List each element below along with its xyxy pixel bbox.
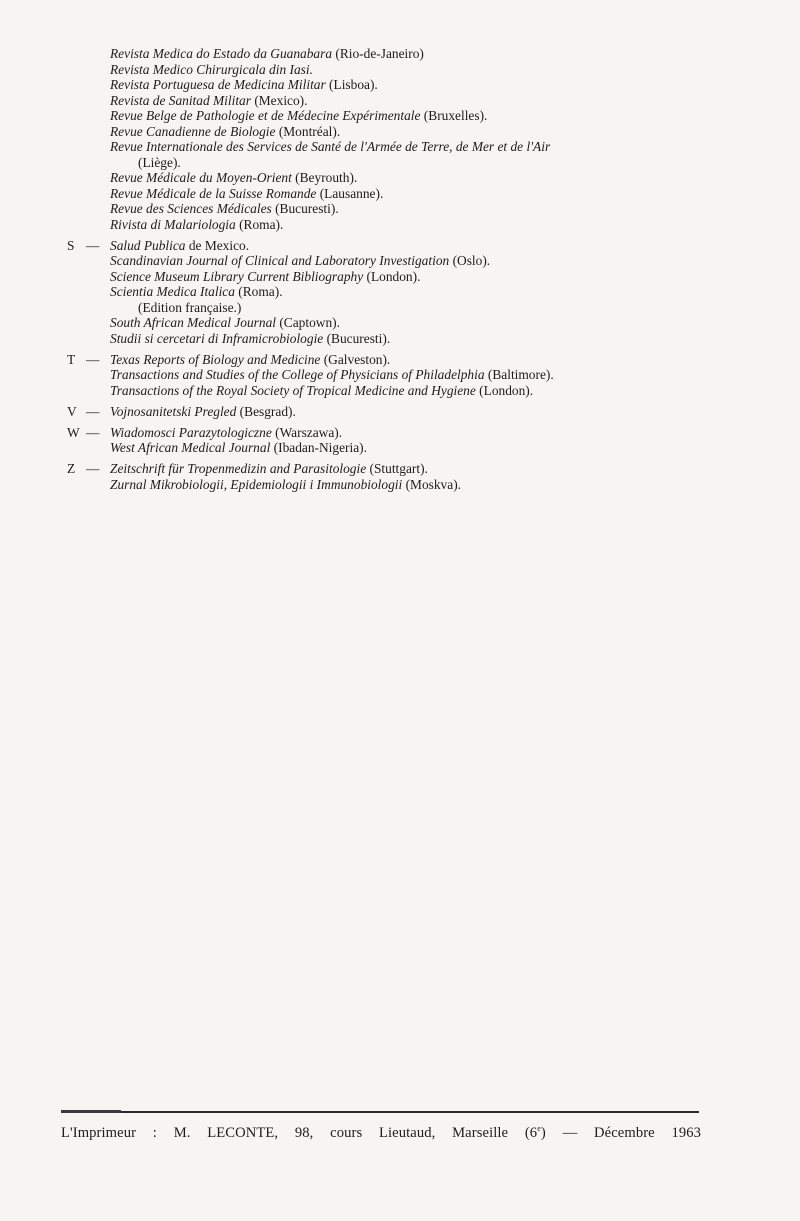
section-dash: — <box>86 424 100 440</box>
section-letter: W <box>67 424 80 440</box>
journal-place: (Galveston). <box>320 351 391 367</box>
section-dash: — <box>86 237 100 253</box>
journal-title: Revue des Sciences Médicales <box>110 201 272 216</box>
section-dash: — <box>86 351 100 367</box>
journal-title: Studii si cercetari di Inframicrobiologie <box>110 330 324 346</box>
journal-title: Wiadomosci Parazytologiczne <box>110 424 272 440</box>
journal-title: Transactions of the Royal Society of Tropical Medicine and Hygiene <box>110 382 476 398</box>
section-letter: V <box>67 403 77 419</box>
journal-title: Revista Portuguesa de Medicina Militar <box>110 77 326 92</box>
journal-place: (Edition française.) <box>138 299 242 315</box>
journal-title: Scientia Medica Italica <box>110 284 235 299</box>
journal-title: Rivista di Malariologia <box>110 216 236 232</box>
journal-place: (Roma). <box>235 216 284 232</box>
journal-title: Science Museum Library Current Bibliography <box>110 268 364 284</box>
journal-place: (London). <box>363 268 421 284</box>
section-dash: — <box>86 403 100 419</box>
journal-title: Zurnal Mikrobiologii, Epidemiologii i Immunobiologii <box>110 476 403 492</box>
journal-title: Vojnosanitetski Pregled <box>110 403 237 419</box>
entry-text <box>110 439 367 457</box>
journal-place: (Roma). <box>234 284 283 299</box>
journal-title: Scandinavian Journal of Clinical and Laboratory Investigation <box>110 253 450 268</box>
entry-text <box>110 330 390 348</box>
imprint-label: L'Imprimeur <box>61 1125 137 1141</box>
journal-title: Texas Reports of Biology and Medicine <box>110 351 321 367</box>
journal-title: Revue Internationale des Services de Santé de l'Armée de Terre, de Mer et de l'Air <box>110 139 551 154</box>
journal-title: Zeitschrift für Tropenmedizin and Parasitologie <box>110 461 367 476</box>
entry-text <box>110 476 461 494</box>
journal-place: de Mexico. <box>185 237 250 253</box>
imprint-colon: : <box>152 1125 157 1141</box>
journal-place: (Bruxelles). <box>420 108 488 123</box>
section-letter: S <box>67 237 75 253</box>
journal-place: (Warszawa). <box>271 424 343 440</box>
journal-title: West African Medical Journal <box>110 440 271 455</box>
journal-place: (Ibadan-Nigeria). <box>270 440 367 455</box>
journal-title: Revista Medica do Estado da Guanabara <box>110 46 333 61</box>
journal-place: (Montréal). <box>275 123 341 139</box>
journal-place: (Liège). <box>138 154 181 170</box>
journal-title: Revue Médicale du Moyen-Orient <box>110 170 292 185</box>
entry-text <box>110 216 283 234</box>
journal-title: Revista Medico Chirurgicala din Iasi. <box>110 61 313 77</box>
section-letter: T <box>67 351 76 367</box>
journal-place: (Captown). <box>276 315 340 330</box>
journal-place: (London). <box>475 382 534 398</box>
footer-rule-accent <box>61 1110 121 1113</box>
journal-place: (Bucuresti). <box>271 201 339 216</box>
journal-title: Revue Canadienne de Biologie <box>110 123 276 139</box>
section-letter: Z <box>67 461 76 476</box>
entry-text <box>110 382 533 400</box>
journal-title: Revue Médicale de la Suisse Romande <box>110 185 317 201</box>
journal-place: (Rio-de-Janeiro) <box>332 46 424 61</box>
journal-place: (Baltimore). <box>484 367 554 382</box>
imprint-dash: — <box>562 1125 578 1141</box>
journal-place: (Mexico). <box>250 92 308 108</box>
journal-place: (Lausanne). <box>316 185 384 201</box>
journal-place: (Besgrad). <box>236 403 296 419</box>
journal-title: Transactions and Studies of the College of Physicians of Philadelphia <box>110 367 485 382</box>
imprint-date: Décembre 1963 <box>594 1125 702 1141</box>
journal-place: (Lisboa). <box>325 77 378 92</box>
journal-title: South African Medical Journal <box>110 315 276 330</box>
journal-place: (Moskva). <box>402 476 461 492</box>
footer-rule <box>61 1111 699 1113</box>
section-dash: — <box>86 461 100 476</box>
entry-text <box>110 403 296 421</box>
imprint-printer: M. LECONTE, 98, cours Lieutaud, Marseille (6e) <box>173 1124 546 1141</box>
journal-title: Revista de Sanitad Militar <box>110 92 251 108</box>
journal-place: (Oslo). <box>449 253 491 268</box>
journal-place: (Beyrouth). <box>291 170 358 185</box>
journal-place: (Stuttgart). <box>366 461 428 476</box>
journal-place: (Bucuresti). <box>323 330 391 346</box>
journal-title: Salud Publica <box>110 237 186 253</box>
journal-title: Revue Belge de Pathologie et de Médecine Expérimentale <box>110 108 421 123</box>
printer-imprint <box>61 1123 701 1143</box>
